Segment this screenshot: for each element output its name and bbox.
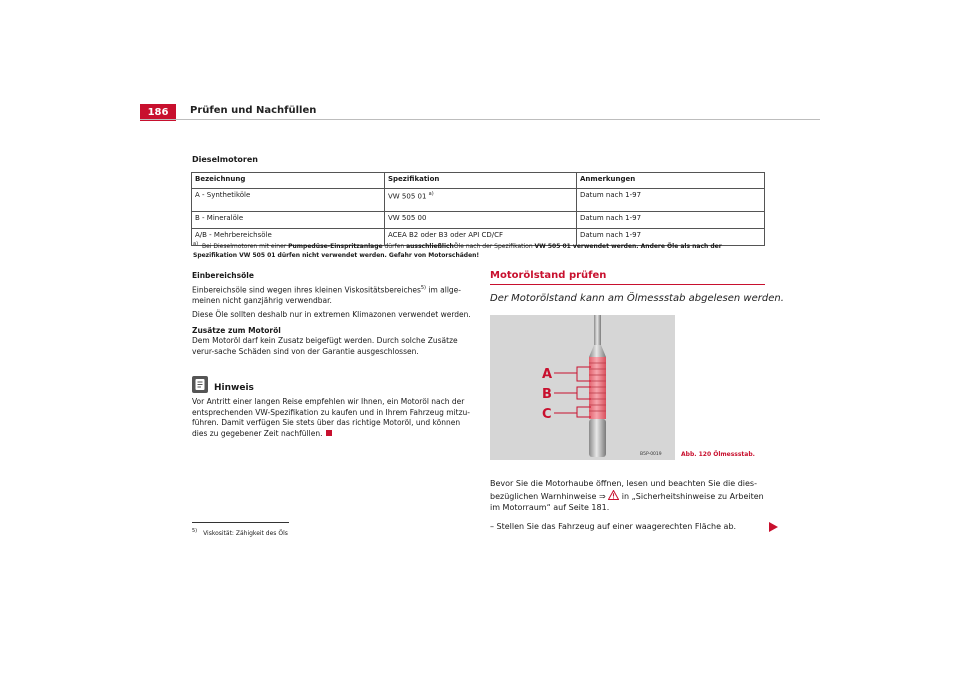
footnote-text: Bei Dieselmotoren mit einer (202, 243, 289, 250)
paragraph-text: Einbereichsöle sind wegen ihres kleinen Viskositätsbereiches (192, 285, 421, 294)
paragraph-text: Bevor Sie die Motorhaube öffnen, lesen und beachten Sie die dies-bezüglichen Warnhinweise ⇒ (490, 479, 757, 501)
table-cell-text: VW 505 01 (388, 192, 427, 201)
page-footnote (192, 528, 288, 537)
table-row (192, 189, 765, 212)
table-cell: A - Synthetiköle (192, 189, 385, 212)
table-header: Spezifikation (385, 173, 577, 189)
table-header: Anmerkungen (577, 173, 765, 189)
page-number: 186 (140, 104, 176, 121)
table-header: Bezeichnung (192, 173, 385, 189)
footnote-mark: a) (193, 241, 199, 247)
paragraph: Diese Öle sollten deshalb nur in extremen Klimazonen verwendet werden. (192, 310, 471, 319)
paragraph-text: in „Sicherheitshinweise zu Arbeiten im Motorraum“ auf Seite 181. (490, 491, 764, 512)
footnote-bold: ausschließlich (406, 243, 454, 250)
figure-label: B (542, 387, 552, 402)
multigrade-block (192, 271, 477, 357)
chapter-title: Prüfen und Nachfüllen (190, 105, 317, 116)
figure-label: C (542, 407, 552, 422)
header-rule (140, 119, 820, 120)
end-marker (326, 430, 332, 436)
footnote-mark: 5) (192, 528, 198, 534)
footnote-ref: 5) (420, 284, 426, 291)
footnote-text: Öle nach der Spezifikation (453, 243, 535, 250)
section-subheading: Der Motorölstand kann am Ölmessstab abgelesen werden. (490, 293, 784, 304)
paragraph: Dem Motoröl darf kein Zusatz beigefügt werden. Durch solche Zusätze verur-sache Schäden sind von der Garantie ausgeschlossen. (192, 336, 458, 356)
oil-spec-table (191, 172, 765, 246)
table-cell (385, 189, 577, 212)
paragraph-text: im allge-meinen nicht ganzjährig verwendbar. (192, 285, 462, 305)
hint-icon (192, 376, 208, 393)
footnote-bold: Pumpedüse-Einspritzanlage (288, 243, 383, 250)
hint-block (192, 397, 477, 439)
warning-triangle-icon (608, 490, 619, 500)
intro-paragraph (490, 478, 775, 514)
table-cell: Datum nach 1-97 (577, 189, 765, 212)
heading-rule (490, 284, 765, 285)
table-cell: Datum nach 1-97 (577, 212, 765, 229)
footnote-rule (192, 522, 289, 523)
table-cell: Datum nach 1-97 (577, 229, 765, 246)
dipstick-figure (490, 315, 675, 460)
table-cell: A/B - Mehrbereichsöle (192, 229, 385, 246)
section-title-diesel: Dieselmotoren (192, 155, 258, 164)
figure-label: A (542, 367, 553, 382)
hint-heading (192, 376, 254, 393)
table-cell: B - Mineralöle (192, 212, 385, 229)
next-page-arrow-icon (767, 521, 779, 533)
footnote-text: Viskosität: Zähigkeit des Öls (203, 530, 288, 537)
figure-caption: Abb. 120 Ölmessstab. (681, 451, 755, 458)
hint-text: Vor Antritt einer langen Reise empfehlen wir Ihnen, ein Motoröl nach der entsprechenden VW-Spezifikation zu kaufen und in Ihrem Fahrzeug mitzu-führen. Damit verfügen Sie stets über das richtige Motoröl, und können dies zu gegebener Zeit nachfüllen. (192, 397, 470, 438)
table-row (192, 212, 765, 229)
footnote-bold: VW 505 01 verwendet werden. Andere Öle als nach der Spezifikation VW 505 01 dürfen nicht verwendet werden. Gefahr von Motorschäden! (193, 243, 722, 259)
paragraph (192, 283, 477, 307)
subsection-title: Einbereichsöle (192, 271, 254, 280)
hint-title: Hinweis (214, 383, 254, 393)
subsection-title: Zusätze zum Motoröl (192, 325, 281, 335)
instruction-step: – Stellen Sie das Fahrzeug auf einer waagerechten Fläche ab. (490, 522, 737, 531)
table-header-row (192, 173, 765, 189)
table-cell: ACEA B2 oder B3 oder API CD/CF (385, 229, 577, 246)
figure-code: B5P-0019 (640, 452, 662, 457)
footnote-text: dürfen (382, 243, 407, 250)
dipstick-illustration (490, 315, 675, 460)
table-footnote (193, 240, 765, 260)
footnote-ref: a) (428, 191, 434, 197)
section-heading: Motorölstand prüfen (490, 270, 607, 281)
table-cell: VW 505 00 (385, 212, 577, 229)
